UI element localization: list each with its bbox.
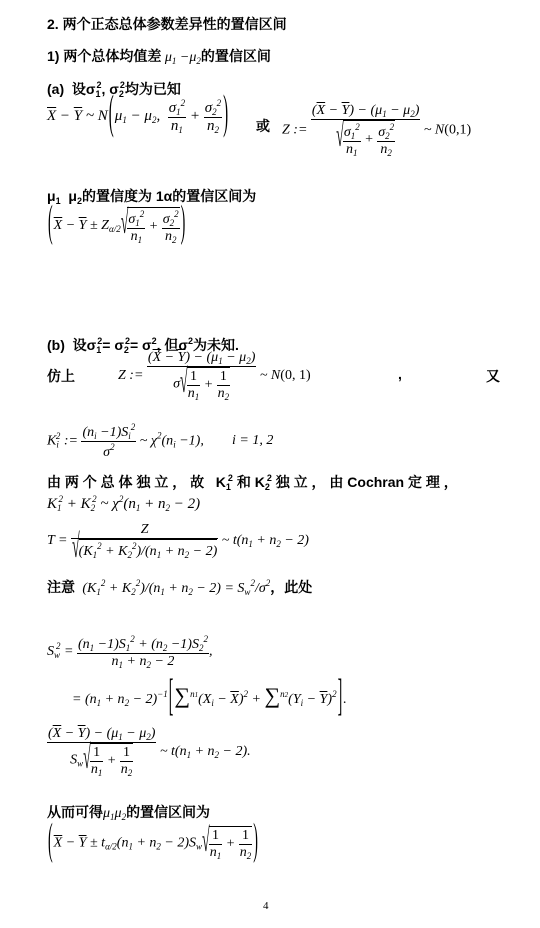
- pooled-variance: $S_w^2$ = $\frac{(n_1 -1)S_1^2 + (n_2 -1)S_2^2}{n_1 + n_2 - 2}$ ,: [47, 634, 213, 670]
- subsection-label: 1) 两个总体均值差: [47, 48, 162, 64]
- conclusion-line: 从而可得$\mu_1\mu_2$的置信区间为: [47, 804, 211, 822]
- conclusion-tail: 的置信区间为: [126, 804, 211, 820]
- case-b-label: (b) 设$\sigma_1^2= \sigma_2^2= \sigma^2$, 但$\sigma^2$为未知.: [47, 336, 239, 355]
- z-statistic-a: Z := $(\overline{X} - \overline{Y}) - (\mu_1 - \mu_2)$ √ $\frac{\sigma_1^2}{n_1}$ + $\frac{\sigma_2^2}{n_2}$ ~ N(0,1): [282, 103, 472, 158]
- t-statistic-pooled: $(\overline{X} - \overline{Y}) - (\mu_1 - \mu_2)$ $S_w√$ $\frac{1}{n_1}$ + $\frac{1}{n_2}$ ~ $t(n_1 + n_2 - 2)$.: [48, 726, 251, 778]
- confidence-interval-b: ($\overline{X} - \overline{Y} \pm t_{\alpha/2}(n_1 + n_2 - 2)S_w√$ $\frac{1}{n_1}$ + $\frac{1}{n_2}$ ): [48, 817, 258, 866]
- confidence-interval-a: ($\overline{X} - \overline{Y} \pm Z_{\alpha/2}√$ $\frac{\sigma_1^2}{n_1}$ + $\frac{\sigma_2^2}{n_2}$ ): [48, 200, 186, 249]
- subsection-title: 1) 两个总体均值差 $\mu_1 -\mu_2$的置信区间: [47, 48, 271, 66]
- independence-text: 由 两 个 总 体 独 立 ， 故: [47, 474, 205, 490]
- note-tail: ，此处: [270, 579, 313, 595]
- independence-line: 由 两 个 总 体 独 立 ， 故 $K_1^2$ 和 $K_2^2$ 独 立 ， 由 Cochran 定 理 ，: [47, 473, 458, 492]
- or-word: 或: [256, 118, 270, 134]
- note-word: 注意: [47, 579, 75, 595]
- independence-tail: 独 立 ， 由 Cochran 定 理 ，: [275, 474, 458, 490]
- comma-mark: ,: [398, 366, 402, 382]
- pooled-variance-sum: = $(n_1 + n_2 - 2)^{-1}[\sum^{n1}(X_i - \overline{X})^2 + \sum^{n2}(Y_i - \overline{Y})^2]$.: [72, 674, 347, 723]
- also-word: 又: [486, 368, 500, 384]
- mimic-label: 仿上: [47, 368, 75, 384]
- case-a-label: (a) 设$\sigma_1^2$, $\sigma_2^2$均为已知: [47, 80, 181, 99]
- ki-index: i = 1, 2: [232, 433, 274, 448]
- subsection-tail: 的置信区间: [200, 48, 271, 64]
- ki-definition: $K_i^2$ := $\frac{(n_i -1)S_i^2}{\sigma^2}$ ~ $\chi^2(n_i -1)$,: [47, 422, 218, 460]
- z-statistic-b: Z := $(\overline{X} - \overline{Y}) - (\mu_1 - \mu_2)$ σ√ $\frac{1}{n_1}$ + $\frac{1}{n_2}$ ~ N(0, 1): [118, 350, 311, 402]
- page-number: 4: [263, 900, 269, 912]
- distribution-formula-a: $\overline{X} - \overline{Y}$ ~ $N(\mu_1 - \mu_2$, $\frac{\sigma_1^2}{n_1}$ + $\frac{\sigma_2^2}{n_2}$ ): [47, 89, 229, 141]
- section-title: 2. 两个正态总体参数差异性的置信区间: [47, 16, 287, 32]
- and-word: 和: [236, 474, 251, 490]
- t-statistic: T = $\frac{Z}{√(K_1^2 + K_2^2)/(n_1 + n_2 - 2)}$ ~ $t(n_1 + n_2 - 2)$: [47, 522, 309, 567]
- conclusion-word: 从而可得: [47, 804, 103, 820]
- ci-intro-a: $\mu_1$ $\mu_2$的置信度为 1α的置信区间为: [47, 188, 257, 206]
- note-line: 注意 $(K_1^2 + K_2^2)/(n_1 + n_2 - 2) = S_w^2/\sigma^2$，此处: [47, 578, 313, 597]
- cochran-sum: $K_1^2 + K_2^2$ ~ $\chi^2(n_1 + n_2 - 2)$: [47, 494, 201, 513]
